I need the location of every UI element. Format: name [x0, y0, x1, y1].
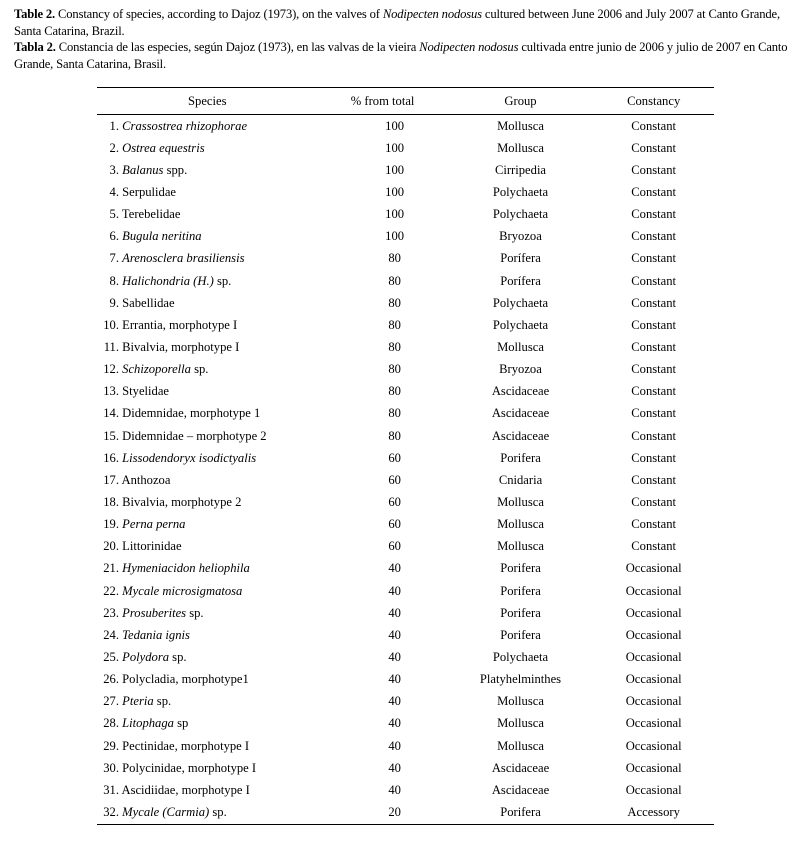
group-cell: Polychaeta: [492, 649, 549, 664]
percent-cell: 80: [388, 362, 401, 377]
group-cell: Mollusca: [497, 140, 544, 155]
species-name: Didemnidae – morphotype 2: [122, 428, 267, 443]
table-row: [97, 159, 714, 181]
species-suffix: sp.: [209, 804, 227, 819]
row-number: 24.: [103, 627, 119, 642]
species-suffix: sp.: [186, 605, 204, 620]
species-name: Littorinidae: [122, 539, 182, 554]
species-suffix: sp.: [153, 694, 172, 709]
species-name: Arenosclera brasiliensis: [122, 251, 245, 266]
constancy-cell: Constant: [631, 273, 677, 288]
constancy-cell: Constant: [631, 472, 677, 487]
species-cell: [97, 691, 318, 713]
table-row: [97, 115, 714, 138]
species-cell: [97, 159, 318, 181]
species-name: Litophaga: [122, 716, 174, 731]
constancy-cell: Constant: [631, 295, 677, 310]
table-row: [97, 447, 714, 469]
species-name: Schizoporella: [122, 362, 191, 377]
species-cell: [97, 735, 318, 757]
species-cell: [97, 336, 318, 358]
table-row: [97, 801, 714, 824]
row-number: 1.: [109, 118, 119, 133]
group-cell: Polychaeta: [492, 207, 549, 222]
species-cell: [97, 801, 318, 824]
species-name: Pectinidae, morphotype I: [122, 738, 250, 753]
group-cell: Platyhelminthes: [479, 672, 562, 687]
constancy-cell: Constant: [631, 317, 677, 332]
species-suffix: spp.: [163, 162, 188, 177]
group-cell: Ascidaceae: [491, 782, 550, 797]
table-row: [97, 314, 714, 336]
constancy-cell: Occasional: [625, 694, 682, 709]
header-constancy: Constancy: [627, 93, 681, 108]
constancy-cell: Constant: [631, 539, 677, 554]
constancy-cell: Constant: [631, 384, 677, 399]
species-cell: [97, 403, 318, 425]
header-percent: % from total: [350, 93, 415, 108]
percent-cell: 100: [385, 118, 405, 133]
row-number: 15.: [103, 428, 119, 443]
species-name: Pteria: [122, 694, 154, 709]
constancy-cell: Occasional: [625, 605, 682, 620]
species-cell: [97, 602, 318, 624]
species-cell: [97, 359, 318, 381]
species-suffix: sp.: [213, 273, 232, 288]
percent-cell: 40: [388, 782, 401, 797]
species-name: Mycale (Carmia): [122, 804, 210, 819]
percent-cell: 100: [385, 207, 405, 222]
percent-cell: 80: [388, 384, 401, 399]
species-cell: [97, 713, 318, 735]
table-row: [97, 204, 714, 226]
percent-cell: 100: [385, 162, 405, 177]
row-number: 25.: [103, 649, 119, 664]
percent-cell: 80: [388, 295, 401, 310]
percent-cell: 40: [388, 694, 401, 709]
group-cell: Porifera: [500, 450, 541, 465]
percent-cell: 100: [385, 140, 405, 155]
group-cell: Porifera: [500, 605, 541, 620]
row-number: 30.: [103, 760, 119, 775]
species-name: Prosuberites: [122, 605, 187, 620]
group-cell: Porifera: [500, 561, 541, 576]
species-name: Terebelidae: [121, 207, 181, 222]
row-number: 4.: [109, 184, 119, 199]
row-number: 3.: [109, 162, 119, 177]
percent-cell: 20: [388, 804, 401, 819]
species-name: Mycale microsigmatosa: [122, 583, 243, 598]
table-row: [97, 181, 714, 203]
table-row: [97, 425, 714, 447]
species-cell: [97, 292, 318, 314]
group-cell: Porífera: [500, 251, 541, 266]
species-name: Bivalvia, morphotype 2: [122, 494, 242, 509]
percent-cell: 40: [388, 672, 401, 687]
table-row: [97, 624, 714, 646]
table-row: [97, 779, 714, 801]
percent-cell: 80: [388, 406, 401, 421]
constancy-cell: Occasional: [625, 716, 682, 731]
caption-label-es: Tabla 2.: [14, 40, 56, 54]
caption-english: Table 2. Constancy of species, according to Dajoz (1973), on the valves of Nodipecten nodosus cultured between June 2006 and July 2007 at Canto Grande, Santa Catarina, Brazil.: [14, 7, 780, 38]
species-cell: [97, 646, 318, 668]
table-row: [97, 403, 714, 425]
species-name: Didemnidae, morphotype 1: [122, 406, 261, 421]
table-row: [97, 514, 714, 536]
species-cell: [97, 204, 318, 226]
header-group: Group: [504, 93, 537, 108]
constancy-cell: Accessory: [627, 804, 680, 819]
table-row: [97, 669, 714, 691]
percent-cell: 40: [388, 738, 401, 753]
row-number: 26.: [103, 672, 119, 687]
species-cell: [97, 314, 318, 336]
row-number: 27.: [103, 694, 119, 709]
constancy-cell: Occasional: [625, 760, 682, 775]
species-name: Balanus: [122, 162, 164, 177]
species-name: Perna perna: [122, 517, 186, 532]
species-name: Anthozoa: [121, 472, 171, 487]
row-number: 32.: [103, 804, 119, 819]
constancy-cell: Occasional: [625, 672, 682, 687]
table-caption: [14, 6, 802, 72]
percent-cell: 60: [388, 472, 401, 487]
species-constancy-table: [97, 87, 714, 825]
group-cell: Mollusca: [497, 517, 544, 532]
row-number: 7.: [109, 251, 119, 266]
species-name: Styelidae: [122, 384, 170, 399]
species-suffix: sp.: [169, 649, 187, 664]
table-row: [97, 359, 714, 381]
group-cell: Mollusca: [497, 738, 544, 753]
group-cell: Cirripedia: [494, 162, 547, 177]
header-species: Species: [188, 93, 227, 108]
group-cell: Ascidaceae: [491, 406, 550, 421]
species-suffix: sp.: [190, 362, 209, 377]
group-cell: Cnidaria: [498, 472, 543, 487]
constancy-cell: Occasional: [625, 649, 682, 664]
percent-cell: 80: [388, 251, 401, 266]
row-number: 21.: [103, 561, 119, 576]
constancy-cell: Constant: [631, 251, 677, 266]
caption-label-en: Table 2.: [14, 7, 56, 21]
constancy-cell: Constant: [631, 428, 677, 443]
constancy-cell: Constant: [631, 184, 677, 199]
table-row: [97, 248, 714, 270]
group-cell: Mollusca: [497, 494, 544, 509]
percent-cell: 40: [388, 760, 401, 775]
species-name: Hymeniacidon heliophila: [122, 561, 250, 576]
group-cell: Porífera: [500, 273, 541, 288]
species-cell: [97, 514, 318, 536]
row-number: 11.: [103, 339, 119, 354]
species-name: Bivalvia, morphotype I: [122, 339, 240, 354]
table-row: [97, 646, 714, 668]
species-suffix: sp: [173, 716, 189, 731]
species-cell: [97, 669, 318, 691]
group-cell: Mollusca: [497, 539, 544, 554]
species-cell: [97, 270, 318, 292]
species-cell: [97, 381, 318, 403]
constancy-cell: Constant: [631, 406, 677, 421]
species-cell: [97, 115, 318, 138]
row-number: 14.: [103, 406, 119, 421]
species-cell: [97, 558, 318, 580]
row-number: 20.: [103, 539, 119, 554]
table-row: [97, 558, 714, 580]
percent-cell: 40: [388, 561, 401, 576]
table-row: [97, 757, 714, 779]
group-cell: Mollusca: [497, 339, 544, 354]
row-number: 28.: [103, 716, 119, 731]
species-cell: [97, 425, 318, 447]
species-cell: [97, 757, 318, 779]
species-cell: [97, 226, 318, 248]
table-row: [97, 580, 714, 602]
row-number: 16.: [103, 450, 119, 465]
species-cell: [97, 469, 318, 491]
species-cell: [97, 447, 318, 469]
percent-cell: 40: [388, 605, 401, 620]
percent-cell: 60: [388, 539, 401, 554]
group-cell: Porifera: [500, 583, 541, 598]
species-name: Bugula neritina: [122, 229, 202, 244]
group-cell: Porifera: [500, 804, 541, 819]
group-cell: Ascidaceae: [491, 428, 550, 443]
row-number: 5.: [109, 207, 119, 222]
species-cell: [97, 181, 318, 203]
species-name: Crassostrea rhizophorae: [122, 118, 248, 133]
percent-cell: 80: [388, 317, 401, 332]
constancy-cell: Occasional: [625, 561, 682, 576]
percent-cell: 80: [388, 273, 401, 288]
percent-cell: 40: [388, 716, 401, 731]
constancy-cell: Constant: [631, 362, 677, 377]
table-row: [97, 336, 714, 358]
row-number: 13.: [103, 384, 119, 399]
constancy-cell: Constant: [631, 118, 677, 133]
species-name: Tedania ignis: [122, 627, 190, 642]
table-row: [97, 735, 714, 757]
constancy-cell: Occasional: [625, 738, 682, 753]
table-row: [97, 536, 714, 558]
row-number: 6.: [109, 229, 119, 244]
group-cell: Mollusca: [497, 694, 544, 709]
constancy-cell: Constant: [631, 450, 677, 465]
table-header-row: [97, 88, 714, 115]
row-number: 22.: [103, 583, 119, 598]
group-cell: Mollusca: [497, 716, 544, 731]
species-name: Polycladia, morphotype1: [122, 672, 249, 687]
row-number: 9.: [109, 295, 119, 310]
table-row: [97, 691, 714, 713]
percent-cell: 80: [388, 339, 401, 354]
table-row: [97, 381, 714, 403]
constancy-cell: Constant: [631, 494, 677, 509]
row-number: 19.: [103, 517, 119, 532]
species-cell: [97, 580, 318, 602]
species-cell: [97, 491, 318, 513]
row-number: 18.: [103, 494, 119, 509]
table-row: [97, 602, 714, 624]
species-cell: [97, 779, 318, 801]
species-cell: [97, 536, 318, 558]
species-name: Ascidiidae, morphotype I: [121, 782, 250, 797]
species-name: Halichondria (H.): [122, 273, 214, 288]
species-name: Serpulidae: [122, 184, 177, 199]
group-cell: Porifera: [500, 627, 541, 642]
caption-spanish: Tabla 2. Constancia de las especies, según Dajoz (1973), en las valvas de la vieira Nodipecten nodosus cultivada entre junio de 2006 y julio de 2007 en Canto Grande, Santa Catarina, Brasil.: [14, 40, 788, 71]
constancy-cell: Constant: [631, 207, 677, 222]
species-cell: [97, 624, 318, 646]
group-cell: Ascidaceae: [491, 384, 550, 399]
percent-cell: 60: [388, 517, 401, 532]
group-cell: Bryozoa: [499, 362, 542, 377]
table-row: [97, 469, 714, 491]
constancy-cell: Constant: [631, 140, 677, 155]
constancy-cell: Occasional: [625, 583, 682, 598]
group-cell: Polychaeta: [492, 184, 549, 199]
species-name: Polycinidae, morphotype I: [122, 760, 257, 775]
percent-cell: 40: [388, 649, 401, 664]
table-row: [97, 137, 714, 159]
row-number: 2.: [109, 140, 119, 155]
row-number: 12.: [103, 362, 119, 377]
row-number: 17.: [103, 472, 119, 487]
table-row: [97, 226, 714, 248]
percent-cell: 60: [388, 450, 401, 465]
table-row: [97, 270, 714, 292]
percent-cell: 60: [388, 494, 401, 509]
table-body: [97, 115, 714, 825]
percent-cell: 80: [388, 428, 401, 443]
constancy-cell: Occasional: [625, 782, 682, 797]
constancy-cell: Constant: [631, 229, 677, 244]
percent-cell: 100: [385, 184, 405, 199]
group-cell: Polychaeta: [492, 295, 549, 310]
species-cell: [97, 137, 318, 159]
percent-cell: 40: [388, 627, 401, 642]
row-number: 23.: [103, 605, 119, 620]
percent-cell: 40: [388, 583, 401, 598]
constancy-cell: Constant: [631, 339, 677, 354]
group-cell: Bryozoa: [499, 229, 542, 244]
table-row: [97, 292, 714, 314]
row-number: 29.: [103, 738, 119, 753]
constancy-cell: Constant: [631, 517, 677, 532]
species-name: Sabellidae: [122, 295, 175, 310]
constancy-cell: Constant: [631, 162, 677, 177]
species-name: Errantia, morphotype I: [122, 317, 238, 332]
group-cell: Mollusca: [497, 118, 544, 133]
table-row: [97, 713, 714, 735]
table-row: [97, 491, 714, 513]
group-cell: Ascidaceae: [491, 760, 550, 775]
row-number: 8.: [109, 273, 119, 288]
row-number: 31.: [103, 782, 119, 797]
species-name: Ostrea equestris: [122, 140, 205, 155]
group-cell: Polychaeta: [492, 317, 549, 332]
percent-cell: 100: [385, 229, 405, 244]
constancy-cell: Occasional: [625, 627, 682, 642]
species-cell: [97, 248, 318, 270]
species-name: Lissodendoryx isodictyalis: [122, 450, 257, 465]
species-name: Polydora: [122, 649, 170, 664]
row-number: 10.: [103, 317, 119, 332]
